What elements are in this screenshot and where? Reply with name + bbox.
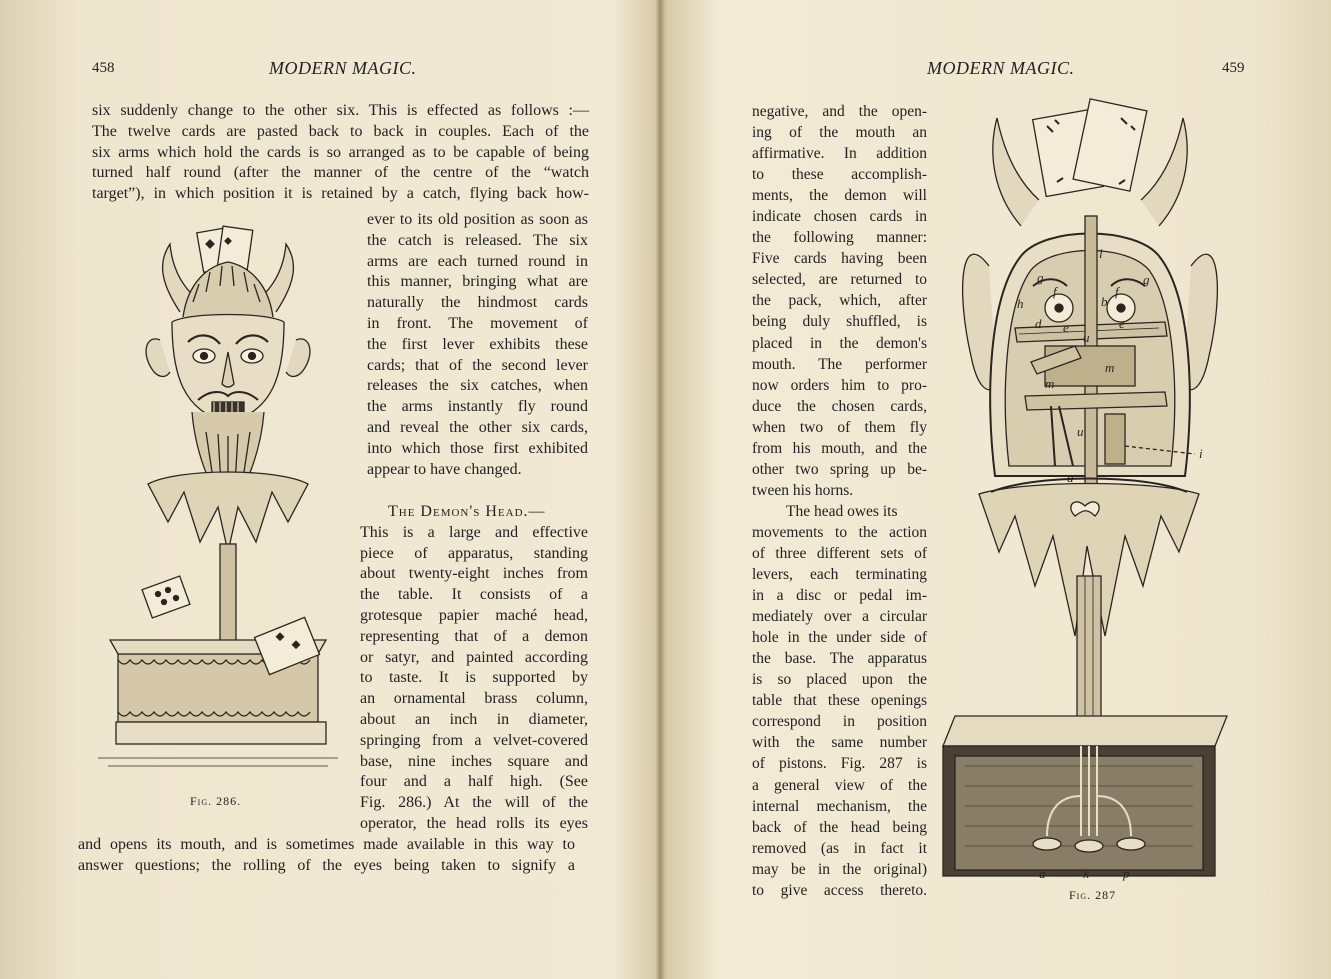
right-page [665, 0, 1331, 979]
text-line: affirmative. In addition [752, 145, 927, 163]
text-line: about an inch in diameter, [360, 710, 588, 728]
text-line: of three different sets of [752, 544, 927, 562]
section-paragraph [360, 502, 588, 835]
text-line: target”), in which position it is retained by a catch, flying back how- [92, 185, 589, 203]
text-line: naturally the hindmost cards [367, 294, 588, 312]
text-line: the base. The apparatus [752, 650, 927, 668]
figure-label: l [1099, 246, 1103, 261]
text-line: mediately over a circular [752, 608, 927, 626]
text-line: an ornamental brass column, [360, 690, 588, 708]
text-line: hole in the under side of [752, 629, 927, 647]
text-line: springing from a velvet-covered [360, 731, 588, 749]
text-line: this manner, bringing what are [367, 273, 588, 291]
text-line: the pack, which, after [752, 292, 927, 310]
text-line: The head owes its [786, 502, 898, 520]
figure-label: u [1077, 424, 1084, 439]
text-line: releases the six catches, when [367, 377, 588, 395]
text-line: arms are each turned round in [367, 252, 588, 270]
left-page [0, 0, 655, 979]
text-line: may be in the original) [752, 860, 927, 878]
figure-label: e [1063, 320, 1069, 335]
text-line: and reveal the other six cards, [367, 418, 588, 436]
text-line: levers, each terminating [752, 566, 927, 584]
demon-head-illustration [88, 222, 350, 782]
text-line: answer questions; the rolling of the eyes being taken to signify a [78, 856, 575, 874]
text-line: to give access thereto. [752, 881, 927, 899]
text-line: in a disc or pedal im- [752, 587, 927, 605]
column-paragraph [752, 101, 927, 901]
text-line: Fig. 286.) At the will of the [360, 794, 588, 812]
figure-label: m [1045, 376, 1055, 391]
figure-label: i [1199, 446, 1203, 461]
text-line: internal mechanism, the [752, 797, 927, 815]
text-line: ever to its old position as soon as [367, 211, 588, 228]
text-line: from his mouth, and the [752, 439, 927, 457]
text-line: turned half round (after the manner of the centre of the “watch [92, 164, 589, 182]
text-line: a general view of the [752, 776, 927, 794]
text-line: when two of them fly [752, 418, 927, 436]
text-line: other two spring up be- [752, 460, 927, 478]
text-line: Five cards having been [752, 250, 927, 268]
column-paragraph [367, 210, 588, 480]
page-number: 459 [1222, 60, 1245, 76]
demon-mechanism-illustration [935, 96, 1245, 886]
figure-label: p [1123, 866, 1130, 881]
text-line: tween his horns. [752, 481, 854, 499]
text-line: the following manner: [752, 229, 927, 247]
page-number: 458 [92, 60, 115, 76]
figure-label: a [1039, 866, 1046, 881]
text-line: mouth. The performer [752, 355, 927, 373]
text-line: the arms instantly fly round [367, 398, 588, 416]
text-line: This is a large and effective [360, 523, 588, 541]
bottom-paragraph [78, 835, 575, 877]
figure-label: g [1143, 272, 1150, 287]
figure-label: d [1035, 316, 1042, 331]
figure-caption: Fig. 286. [190, 794, 242, 808]
text-line: piece of apparatus, standing [360, 544, 588, 562]
text-line: to taste. It is supported by [360, 669, 588, 687]
figure-label: k [1083, 866, 1089, 881]
text-line: now orders him to pro- [752, 376, 927, 394]
text-line: representing that of a demon [360, 627, 588, 645]
figure-label: g [1037, 270, 1044, 285]
text-line: of pistons. Fig. 287 is [752, 755, 927, 773]
section-heading: The Demon's Head.— [388, 503, 546, 520]
text-line: appear to have changed. [367, 460, 522, 478]
figure-label: a [1067, 470, 1074, 485]
text-line: back of the head being [752, 818, 927, 836]
text-line: six suddenly change to the other six. This is effected as follows :— [92, 102, 589, 119]
text-line: the table. It consists of a [360, 586, 588, 604]
figure-label: b [1101, 294, 1108, 309]
text-line: to these accomplish- [752, 166, 927, 184]
text-line: ing of the mouth an [752, 124, 927, 142]
text-line: grotesque papier maché head, [360, 606, 588, 624]
figure-label: m [1105, 360, 1115, 375]
text-line: about twenty-eight inches from [360, 565, 588, 583]
text-line: correspond in position [752, 713, 927, 731]
text-line: into which those first exhibited [367, 439, 588, 457]
text-line: four and a half high. (See [360, 773, 588, 791]
text-line: being duly shuffled, is [752, 313, 927, 331]
text-line: selected, are returned to [752, 271, 927, 289]
book-gutter [655, 0, 665, 979]
text-line: in front. The movement of [367, 314, 588, 332]
text-line: six arms which hold the cards is so arranged as to be capable of being [92, 143, 589, 161]
text-line: indicate chosen cards in [752, 208, 927, 226]
figure-label: h [1017, 296, 1024, 311]
text-line: ments, the demon will [752, 187, 927, 205]
text-line: operator, the head rolls its eyes [360, 814, 588, 832]
text-line: table that these openings [752, 692, 927, 710]
figure-caption: Fig. 287 [1069, 888, 1117, 902]
figure-label: e [1119, 316, 1125, 331]
text-line: and opens its mouth, and is sometimes made available in this way to [78, 836, 575, 853]
text-line: The twelve cards are pasted back to back in couples. Each of the [92, 122, 589, 140]
running-head: MODERN MAGIC. [927, 58, 1075, 78]
text-line: cards; that of the second lever [367, 356, 588, 374]
text-line: or satyr, and painted according [360, 648, 588, 666]
figure-label: f [1053, 284, 1057, 299]
text-line: with the same number [752, 734, 927, 752]
text-line: base, nine inches square and [360, 752, 588, 770]
text-line: is so placed upon the [752, 671, 927, 689]
figure-label: u [1083, 330, 1090, 345]
text-line: the catch is released. The six [367, 231, 588, 249]
figure-label: f [1115, 284, 1119, 299]
running-head: MODERN MAGIC. [269, 58, 417, 78]
text-line: duce the chosen cards, [752, 397, 927, 415]
text-line: negative, and the open- [752, 103, 927, 120]
top-paragraph [92, 101, 589, 205]
text-line: the first lever exhibits these [367, 335, 588, 353]
text-line: removed (as in fact it [752, 839, 927, 857]
text-line: movements to the action [752, 523, 927, 541]
text-line: placed in the demon's [752, 334, 927, 352]
